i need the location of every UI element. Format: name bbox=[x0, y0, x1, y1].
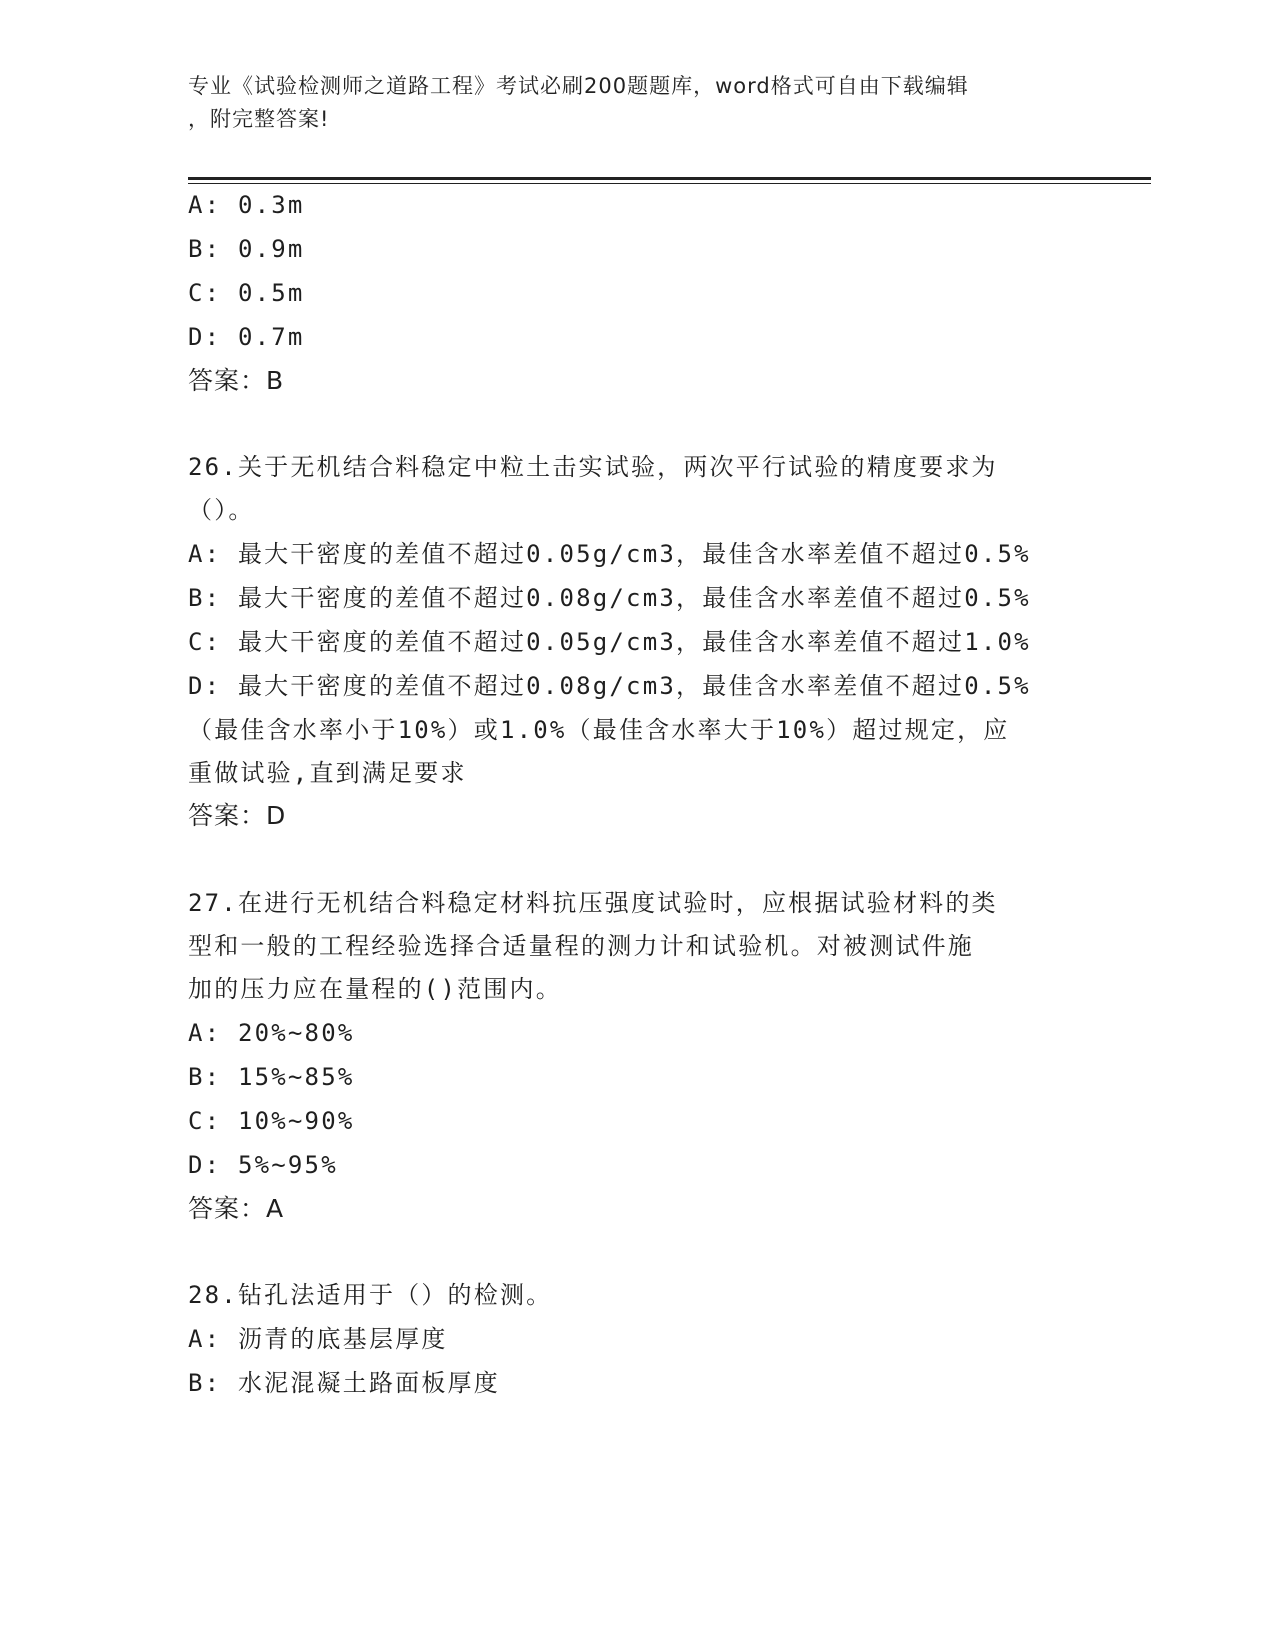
q27-stem-line3: 加的压力应在量程的()范围内。 bbox=[188, 975, 562, 1003]
q25-option-a: A: 0.3m bbox=[188, 191, 305, 219]
q28-option-a: A: 沥青的底基层厚度 bbox=[188, 1325, 448, 1353]
q26-answer: 答案：D bbox=[188, 801, 287, 830]
q27-option-a: A: 20%~80% bbox=[188, 1019, 355, 1047]
header-title-line2: ，附完整答案! bbox=[188, 107, 330, 131]
header-title-line1: 专业《试验检测师之道路工程》考试必刷200题题库，word格式可自由下载编辑 bbox=[188, 74, 969, 98]
q25-option-c: C: 0.5m bbox=[188, 279, 305, 307]
q27-stem-line1: 27.在进行无机结合料稳定材料抗压强度试验时，应根据试验材料的类 bbox=[188, 889, 998, 917]
header-divider-thin bbox=[188, 183, 1151, 184]
q27-option-c: C: 10%~90% bbox=[188, 1107, 355, 1135]
q26-stem-line2: （）。 bbox=[188, 496, 255, 524]
q28-stem-line1: 28.钻孔法适用于（）的检测。 bbox=[188, 1281, 553, 1309]
q26-option-d-line3: 重做试验,直到满足要求 bbox=[188, 759, 467, 787]
header-divider-thick bbox=[188, 177, 1151, 180]
q25-option-d: D: 0.7m bbox=[188, 323, 305, 351]
document-header bbox=[188, 70, 1068, 136]
q25-option-b: B: 0.9m bbox=[188, 235, 305, 263]
q27-option-d: D: 5%~95% bbox=[188, 1151, 338, 1179]
q26-stem-line1: 26.关于无机结合料稳定中粒土击实试验，两次平行试验的精度要求为 bbox=[188, 453, 998, 481]
q27-stem-line2: 型和一般的工程经验选择合适量程的测力计和试验机。对被测试件施 bbox=[188, 932, 974, 960]
q27-answer: 答案：A bbox=[188, 1194, 285, 1223]
q26-option-d-line2: （最佳含水率小于10%）或1.0%（最佳含水率大于10%）超过规定，应 bbox=[188, 716, 1010, 744]
q26-option-a: A: 最大干密度的差值不超过0.05g/cm3，最佳含水率差值不超过0.5% bbox=[188, 540, 1031, 568]
q26-option-c: C: 最大干密度的差值不超过0.05g/cm3，最佳含水率差值不超过1.0% bbox=[188, 628, 1031, 656]
q26-option-b: B: 最大干密度的差值不超过0.08g/cm3，最佳含水率差值不超过0.5% bbox=[188, 584, 1031, 612]
q27-option-b: B: 15%~85% bbox=[188, 1063, 355, 1091]
q25-answer: 答案：B bbox=[188, 366, 285, 395]
q28-option-b: B: 水泥混凝土路面板厚度 bbox=[188, 1369, 500, 1397]
q26-option-d: D: 最大干密度的差值不超过0.08g/cm3，最佳含水率差值不超过0.5% bbox=[188, 672, 1031, 700]
